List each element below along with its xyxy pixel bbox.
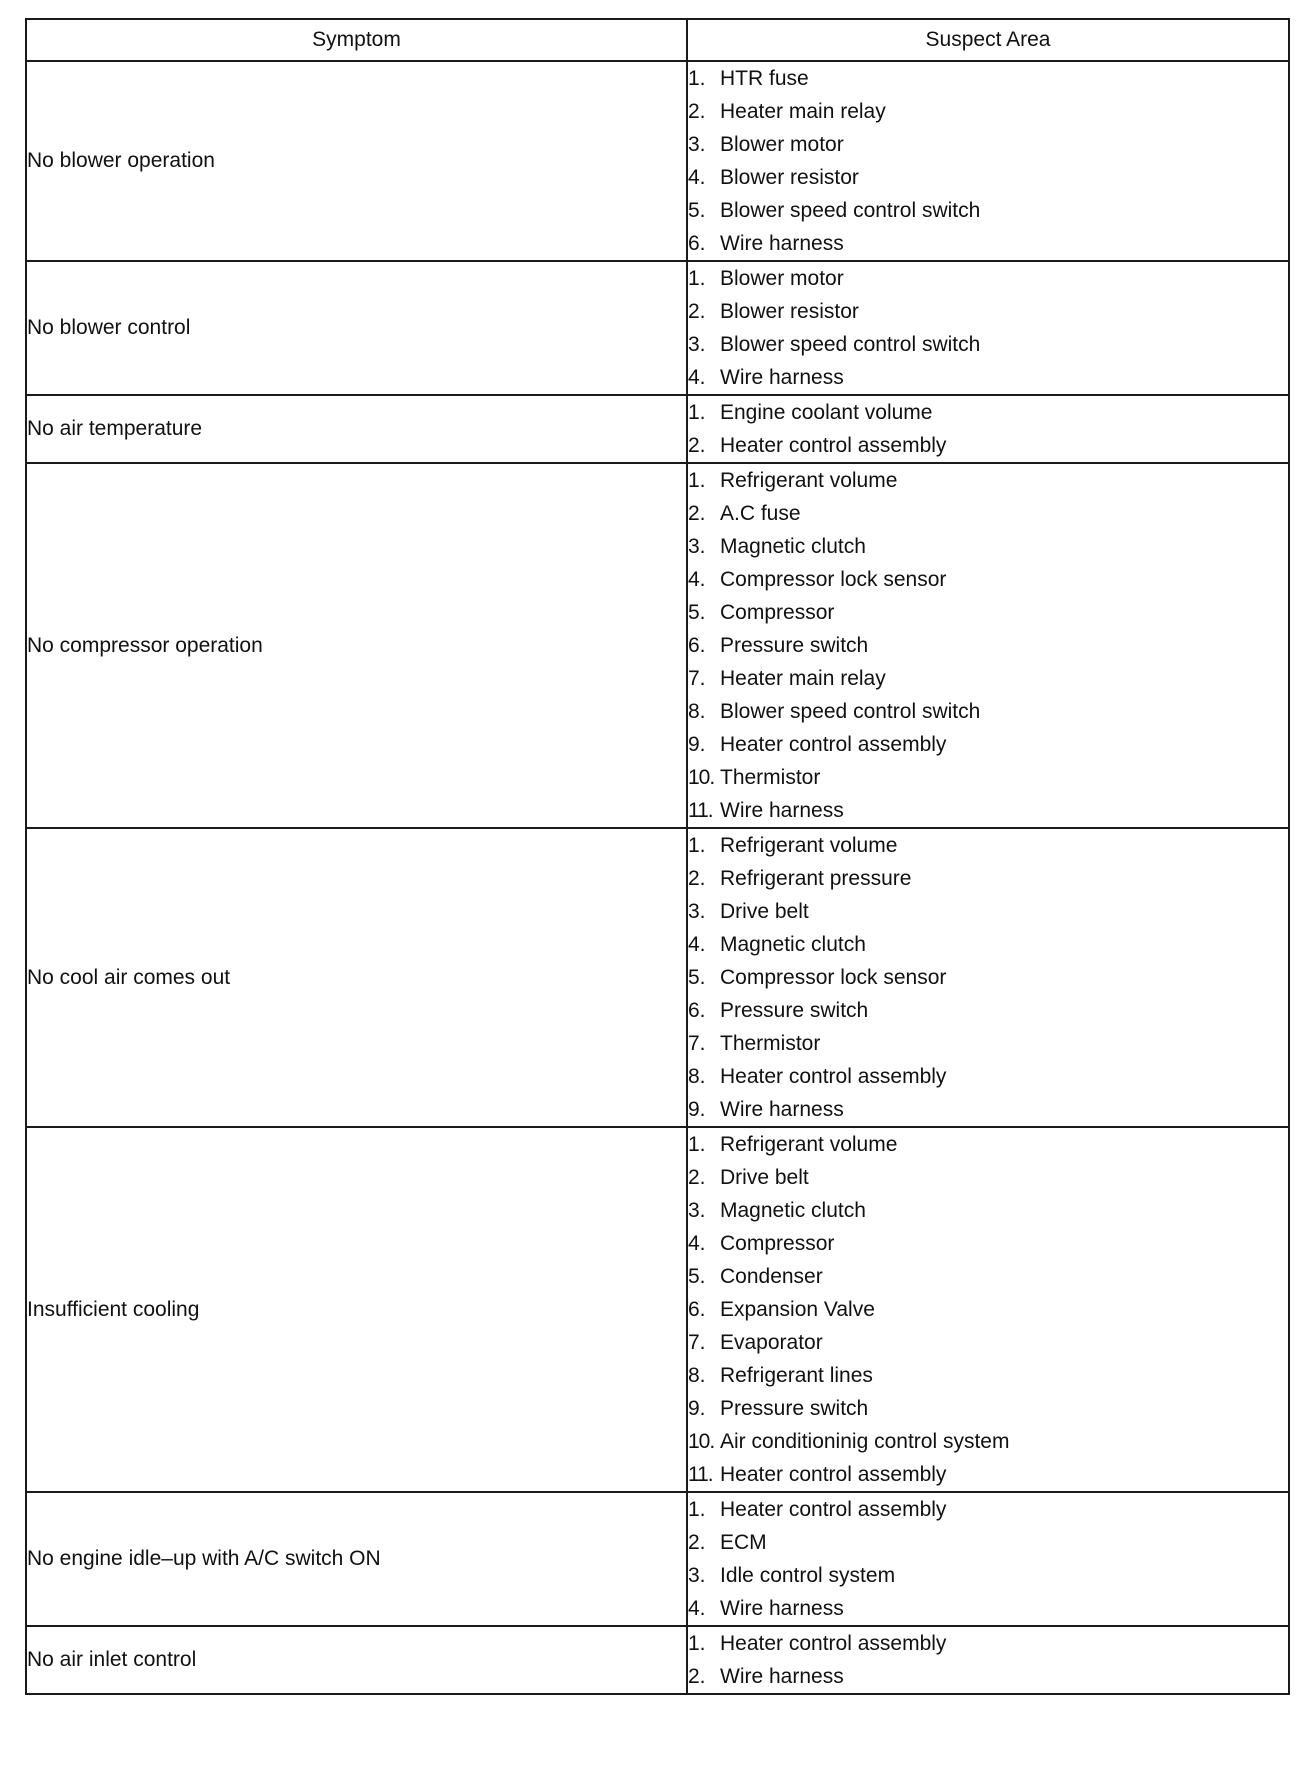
suspect-area-cell: [687, 395, 1289, 463]
suspect-item-number: 5.: [688, 1265, 706, 1288]
suspect-item-number: 4.: [688, 1232, 706, 1255]
suspect-item-label: Blower resistor: [720, 166, 859, 189]
suspect-item-label: Wire harness: [720, 366, 844, 389]
suspect-item: [688, 227, 1288, 260]
suspect-item: [688, 295, 1288, 328]
suspect-item-number: 1.: [688, 469, 706, 492]
suspect-area-cell: [687, 828, 1289, 1127]
suspect-item: [688, 1627, 1288, 1660]
suspect-item-label: Blower motor: [720, 133, 844, 156]
suspect-item-label: Heater control assembly: [720, 1463, 947, 1486]
suspect-item-number: 1.: [688, 834, 706, 857]
suspect-item-number: 7.: [688, 667, 706, 690]
suspect-item-label: Refrigerant volume: [720, 1133, 898, 1156]
suspect-item-label: Wire harness: [720, 232, 844, 255]
suspect-item-label: Drive belt: [720, 1166, 809, 1189]
suspect-item: [688, 895, 1288, 928]
table-row: [26, 463, 1289, 828]
suspect-item: [688, 1060, 1288, 1093]
suspect-item-number: 1.: [688, 67, 706, 90]
table-row: [26, 828, 1289, 1127]
table-row: [26, 1127, 1289, 1492]
suspect-item: [688, 1093, 1288, 1126]
suspect-item-label: Wire harness: [720, 1665, 844, 1688]
symptom-cell: No compressor operation: [26, 463, 687, 828]
suspect-item-number: 4.: [688, 568, 706, 591]
suspect-item-number: 10.: [688, 1430, 715, 1453]
suspect-item: [688, 361, 1288, 394]
suspect-item-number: 9.: [688, 733, 706, 756]
suspect-item: [688, 128, 1288, 161]
suspect-list: [688, 464, 1288, 827]
suspect-item: [688, 161, 1288, 194]
symptom-cell: No blower operation: [26, 61, 687, 261]
suspect-item-label: Heater control assembly: [720, 1498, 947, 1521]
suspect-item: [688, 262, 1288, 295]
suspect-item-label: Heater control assembly: [720, 434, 947, 457]
suspect-item: [688, 1592, 1288, 1625]
suspect-item-number: 2.: [688, 502, 706, 525]
suspect-item-label: Evaporator: [720, 1331, 823, 1354]
suspect-item-number: 4.: [688, 1597, 706, 1620]
suspect-item: [688, 194, 1288, 227]
table-row: [26, 61, 1289, 261]
suspect-item-number: 11.: [688, 1463, 713, 1486]
suspect-area-column-header: Suspect Area: [687, 19, 1289, 61]
suspect-item: [688, 1027, 1288, 1060]
suspect-item: [688, 1326, 1288, 1359]
suspect-item-label: Compressor: [720, 1232, 835, 1255]
suspect-item: [688, 662, 1288, 695]
suspect-item-label: Magnetic clutch: [720, 933, 866, 956]
suspect-item-number: 6.: [688, 999, 706, 1022]
suspect-item: [688, 1392, 1288, 1425]
suspect-item: [688, 1660, 1288, 1693]
suspect-item: [688, 629, 1288, 662]
suspect-item-label: Refrigerant lines: [720, 1364, 873, 1387]
suspect-item: [688, 328, 1288, 361]
suspect-item: [688, 596, 1288, 629]
suspect-item-number: 3.: [688, 900, 706, 923]
suspect-item: [688, 62, 1288, 95]
suspect-area-cell: [687, 61, 1289, 261]
suspect-list: [688, 62, 1288, 260]
suspect-item-number: 3.: [688, 1199, 706, 1222]
suspect-item-number: 5.: [688, 601, 706, 624]
symptom-cell: No blower control: [26, 261, 687, 395]
suspect-item: [688, 794, 1288, 827]
suspect-item-number: 8.: [688, 1065, 706, 1088]
suspect-item-label: Wire harness: [720, 799, 844, 822]
suspect-item-label: Compressor: [720, 601, 835, 624]
suspect-item-label: Heater main relay: [720, 100, 886, 123]
suspect-item-label: Engine coolant volume: [720, 401, 933, 424]
suspect-item: [688, 1359, 1288, 1392]
suspect-item-label: A.C fuse: [720, 502, 801, 525]
suspect-item: [688, 1260, 1288, 1293]
suspect-item-label: Expansion Valve: [720, 1298, 875, 1321]
suspect-item: [688, 829, 1288, 862]
suspect-item-number: 2.: [688, 1665, 706, 1688]
suspect-item-number: 4.: [688, 933, 706, 956]
suspect-item-label: Thermistor: [720, 766, 821, 789]
table-row: [26, 261, 1289, 395]
suspect-area-cell: [687, 1626, 1289, 1694]
symptom-cell: No engine idle–up with A/C switch ON: [26, 1492, 687, 1626]
suspect-item-label: Heater control assembly: [720, 1632, 947, 1655]
suspect-item-label: Heater control assembly: [720, 1065, 947, 1088]
suspect-item-number: 1.: [688, 1133, 706, 1156]
suspect-item-number: 5.: [688, 966, 706, 989]
table-row: [26, 1492, 1289, 1626]
suspect-item-label: Idle control system: [720, 1564, 896, 1587]
suspect-item-label: Pressure switch: [720, 999, 869, 1022]
symptom-cell: No cool air comes out: [26, 828, 687, 1127]
symptom-column-header: Symptom: [26, 19, 687, 61]
table-row: [26, 395, 1289, 463]
suspect-item-label: Refrigerant pressure: [720, 867, 912, 890]
suspect-item-number: 1.: [688, 267, 706, 290]
suspect-item-label: Heater main relay: [720, 667, 886, 690]
suspect-item: [688, 1425, 1288, 1458]
suspect-item-label: Thermistor: [720, 1032, 821, 1055]
suspect-item-label: Wire harness: [720, 1597, 844, 1620]
suspect-area-cell: [687, 463, 1289, 828]
suspect-item-number: 3.: [688, 133, 706, 156]
suspect-list: [688, 829, 1288, 1126]
suspect-item-number: 4.: [688, 166, 706, 189]
suspect-item-label: Drive belt: [720, 900, 809, 923]
suspect-item-label: Blower speed control switch: [720, 333, 981, 356]
suspect-item-number: 2.: [688, 1166, 706, 1189]
suspect-item: [688, 429, 1288, 462]
suspect-item-number: 2.: [688, 434, 706, 457]
suspect-item-label: Blower speed control switch: [720, 700, 981, 723]
suspect-item-number: 7.: [688, 1331, 706, 1354]
suspect-item: [688, 1194, 1288, 1227]
suspect-item-number: 9.: [688, 1098, 706, 1121]
suspect-item: [688, 563, 1288, 596]
suspect-item-number: 9.: [688, 1397, 706, 1420]
suspect-item-number: 3.: [688, 535, 706, 558]
suspect-item-number: 8.: [688, 1364, 706, 1387]
suspect-item-label: Blower resistor: [720, 300, 859, 323]
suspect-list: [688, 1493, 1288, 1625]
suspect-item: [688, 464, 1288, 497]
suspect-item: [688, 530, 1288, 563]
suspect-item-number: 1.: [688, 1498, 706, 1521]
suspect-item: [688, 928, 1288, 961]
suspect-item-label: Air conditioninig control system: [720, 1430, 1010, 1453]
suspect-item: [688, 1128, 1288, 1161]
suspect-item-number: 6.: [688, 1298, 706, 1321]
suspect-item-label: Refrigerant volume: [720, 834, 898, 857]
suspect-item: [688, 396, 1288, 429]
suspect-item-number: 2.: [688, 100, 706, 123]
suspect-item-label: Compressor lock sensor: [720, 966, 947, 989]
suspect-item-label: Condenser: [720, 1265, 823, 1288]
suspect-item-number: 3.: [688, 333, 706, 356]
suspect-item-number: 6.: [688, 634, 706, 657]
suspect-item: [688, 961, 1288, 994]
suspect-item: [688, 1458, 1288, 1491]
suspect-item: [688, 994, 1288, 1027]
suspect-item: [688, 695, 1288, 728]
suspect-area-cell: [687, 1492, 1289, 1626]
suspect-item: [688, 95, 1288, 128]
suspect-item-number: 11.: [688, 799, 713, 822]
suspect-list: [688, 262, 1288, 394]
suspect-item-number: 1.: [688, 401, 706, 424]
table-row: [26, 1626, 1289, 1694]
suspect-item-number: 2.: [688, 300, 706, 323]
suspect-item-number: 2.: [688, 867, 706, 890]
suspect-item: [688, 1161, 1288, 1194]
symptom-cell: No air inlet control: [26, 1626, 687, 1694]
suspect-item: [688, 1526, 1288, 1559]
suspect-item-number: 3.: [688, 1564, 706, 1587]
suspect-item-number: 2.: [688, 1531, 706, 1554]
symptom-cell: Insufficient cooling: [26, 1127, 687, 1492]
suspect-item-label: Pressure switch: [720, 634, 869, 657]
suspect-item-label: Wire harness: [720, 1098, 844, 1121]
suspect-item-label: Pressure switch: [720, 1397, 869, 1420]
suspect-item-number: 10.: [688, 766, 715, 789]
suspect-item: [688, 1227, 1288, 1260]
suspect-list: [688, 1627, 1288, 1693]
suspect-item-number: 5.: [688, 199, 706, 222]
suspect-item-label: Refrigerant volume: [720, 469, 898, 492]
suspect-area-cell: [687, 1127, 1289, 1492]
table-header-row: [26, 19, 1289, 61]
symptom-cell: No air temperature: [26, 395, 687, 463]
suspect-item: [688, 761, 1288, 794]
suspect-item-label: ECM: [720, 1531, 767, 1554]
suspect-item-label: Magnetic clutch: [720, 535, 866, 558]
troubleshooting-table: [25, 18, 1290, 1695]
suspect-item-label: Heater control assembly: [720, 733, 947, 756]
suspect-area-cell: [687, 261, 1289, 395]
suspect-item: [688, 862, 1288, 895]
suspect-item-label: Compressor lock sensor: [720, 568, 947, 591]
suspect-item-number: 8.: [688, 700, 706, 723]
suspect-item: [688, 728, 1288, 761]
suspect-item-label: HTR fuse: [720, 67, 809, 90]
suspect-item-label: Magnetic clutch: [720, 1199, 866, 1222]
suspect-list: [688, 396, 1288, 462]
suspect-item: [688, 1293, 1288, 1326]
suspect-item: [688, 1559, 1288, 1592]
suspect-item-label: Blower motor: [720, 267, 844, 290]
table-body: [26, 61, 1289, 1694]
suspect-item: [688, 497, 1288, 530]
suspect-item-number: 4.: [688, 366, 706, 389]
suspect-item-label: Blower speed control switch: [720, 199, 981, 222]
suspect-item-number: 1.: [688, 1632, 706, 1655]
suspect-item-number: 7.: [688, 1032, 706, 1055]
suspect-item-number: 6.: [688, 232, 706, 255]
suspect-item: [688, 1493, 1288, 1526]
suspect-list: [688, 1128, 1288, 1491]
